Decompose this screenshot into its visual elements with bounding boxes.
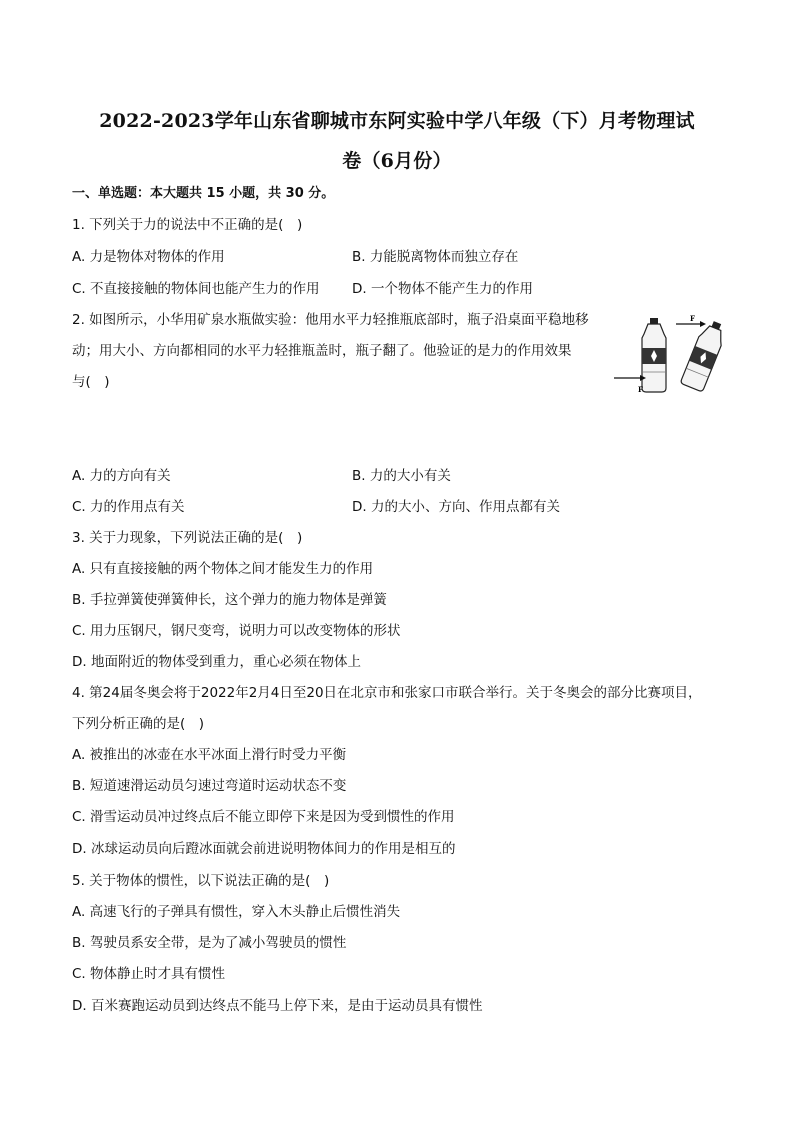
q5-stem: 5. 关于物体的惯性，以下说法正确的是( ) [72,873,330,889]
tilted-bottle-icon [680,318,728,392]
q2-stem-line1: 2. 如图所示，小华用矿泉水瓶做实验：他用水平力轻推瓶底部时，瓶子沿桌面平稳地移 [72,312,589,328]
q3-option-a: A. 只有直接接触的两个物体之间才能发生力的作用 [72,561,374,577]
q2-stem-line3: 与( ) [72,374,110,390]
force-label-bottom: F [638,385,643,394]
q3-stem: 3. 关于力现象，下列说法正确的是( ) [72,530,303,546]
q2-option-d: D. 力的大小、方向、作用点都有关 [352,499,560,515]
q5-option-b: B. 驾驶员系安全带，是为了减小驾驶员的惯性 [72,935,347,951]
q1-option-d: D. 一个物体不能产生力的作用 [352,281,533,297]
q3-option-c: C. 用力压钢尺，钢尺变弯，说明力可以改变物体的形状 [72,623,401,639]
q1-stem: 1. 下列关于力的说法中不正确的是( ) [72,217,303,233]
q2-stem-line2: 动；用大小、方向都相同的水平力轻推瓶盖时，瓶子翻了。他验证的是力的作用效果 [72,343,572,359]
q1-option-c: C. 不直接接触的物体间也能产生力的作用 [72,281,320,297]
q5-option-a: A. 高速飞行的子弹具有惯性，穿入木头静止后惯性消失 [72,904,401,920]
q3-option-d: D. 地面附近的物体受到重力，重心必须在物体上 [72,654,361,670]
q3-option-b: B. 手拉弹簧使弹簧伸长，这个弹力的施力物体是弹簧 [72,592,387,608]
bottle-experiment-figure [610,312,730,396]
q4-option-a: A. 被推出的冰壶在水平冰面上滑行时受力平衡 [72,747,347,763]
section-heading: 一、单选题：本大题共 15 小题，共 30 分。 [72,186,335,201]
q5-option-d: D. 百米赛跑运动员到达终点不能马上停下来，是由于运动员具有惯性 [72,998,483,1014]
q1-option-b: B. 力能脱离物体而独立存在 [352,249,519,265]
q2-option-a: A. 力的方向有关 [72,468,171,484]
q4-option-d: D. 冰球运动员向后蹬冰面就会前进说明物体间力的作用是相互的 [72,841,456,857]
q4-option-c: C. 滑雪运动员冲过终点后不能立即停下来是因为受到惯性的作用 [72,809,455,825]
q2-option-b: B. 力的大小有关 [352,468,451,484]
force-label-top: F [690,314,695,323]
q4-stem-line2: 下列分析正确的是( ) [72,716,205,732]
q1-option-a: A. 力是物体对物体的作用 [72,249,225,265]
exam-title-line2: 卷（6月份） [342,150,452,172]
q4-option-b: B. 短道速滑运动员匀速过弯道时运动状态不变 [72,778,347,794]
exam-title-line1: 2022-2023学年山东省聊城市东阿实验中学八年级（下）月考物理试 [99,110,695,132]
upright-bottle-icon [642,318,666,392]
q4-stem-line1: 4. 第24届冬奥会将于2022年2月4日至20日在北京市和张家口市联合举行。关于冬奥会的部分比赛项目， [72,685,702,701]
q5-option-c: C. 物体静止时才具有惯性 [72,966,226,982]
q2-option-c: C. 力的作用点有关 [72,499,185,515]
